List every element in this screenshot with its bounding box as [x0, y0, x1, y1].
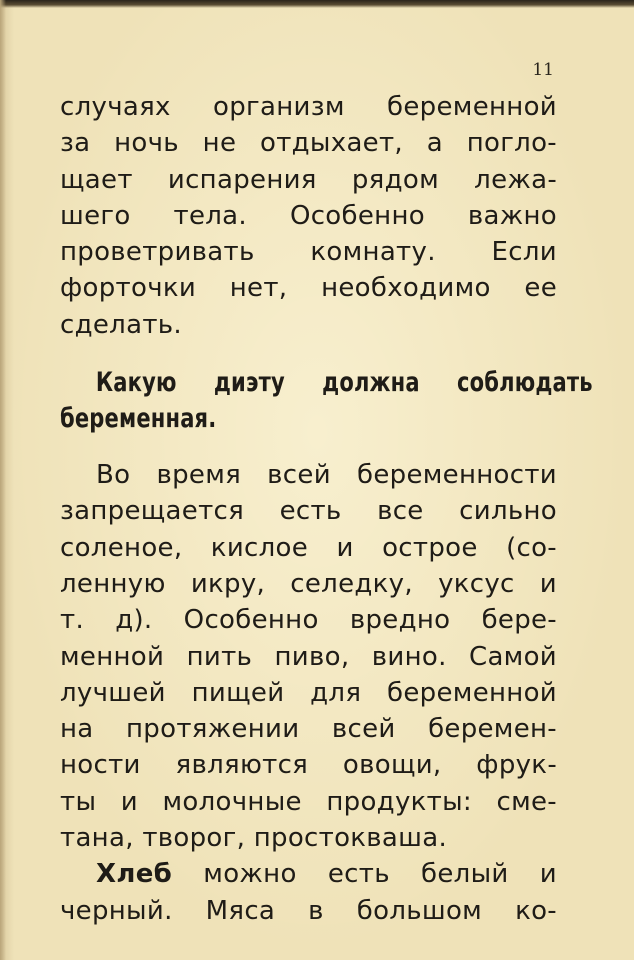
text-line: запрещается есть все сильно [60, 496, 557, 527]
text-fragment: можно есть белый и [203, 859, 557, 890]
text-line: шего тела. Особенно важно [60, 200, 557, 231]
page-binding-edge [0, 0, 6, 960]
page-number: 11 [532, 60, 554, 80]
text-line: т. д). Особенно вредно бере- [60, 605, 557, 636]
paragraph-2 [60, 457, 557, 856]
text-line: соленое, кислое и острое (со- [60, 532, 557, 563]
text-line: щает испарения рядом лежа- [60, 164, 557, 195]
text-line: ты и молочные продукты: сме- [60, 786, 557, 817]
text-line: ленную икру, селедку, уксус и [60, 568, 557, 599]
text-line: тана, творог, простокваша. [60, 823, 448, 854]
section-heading [60, 365, 593, 437]
text-line: на протяжении всей беремен- [60, 714, 557, 745]
text-line: лучшей пищей для беременной [60, 677, 557, 708]
spacer [60, 343, 557, 365]
text-line [60, 856, 557, 892]
page-text [60, 89, 593, 929]
spacer [60, 437, 557, 457]
text-line: случаях организм беременной [60, 92, 557, 122]
paragraph-1 [60, 89, 557, 343]
text-line: менной пить пиво, вино. Самой [60, 641, 557, 672]
text-line: Во время всей беременности [96, 460, 557, 491]
heading-line: беременная. [60, 403, 217, 435]
text-line: сделать. [60, 309, 182, 340]
text-line: форточки нет, необходимо ее [60, 273, 557, 304]
text-line: ности являются овощи, фрук- [60, 750, 557, 781]
paragraph-3 [60, 856, 557, 929]
heading-line: Какую диэту должна соблюдать [95, 367, 593, 399]
page-top-shadow [0, 0, 634, 8]
bold-lead-word: Хлеб [96, 859, 173, 890]
text-line: за ночь не отдыхает, а погло- [60, 128, 557, 159]
text-line: черный. Мяса в большом ко- [60, 895, 557, 926]
text-line: проветривать комнату. Если [60, 237, 557, 268]
